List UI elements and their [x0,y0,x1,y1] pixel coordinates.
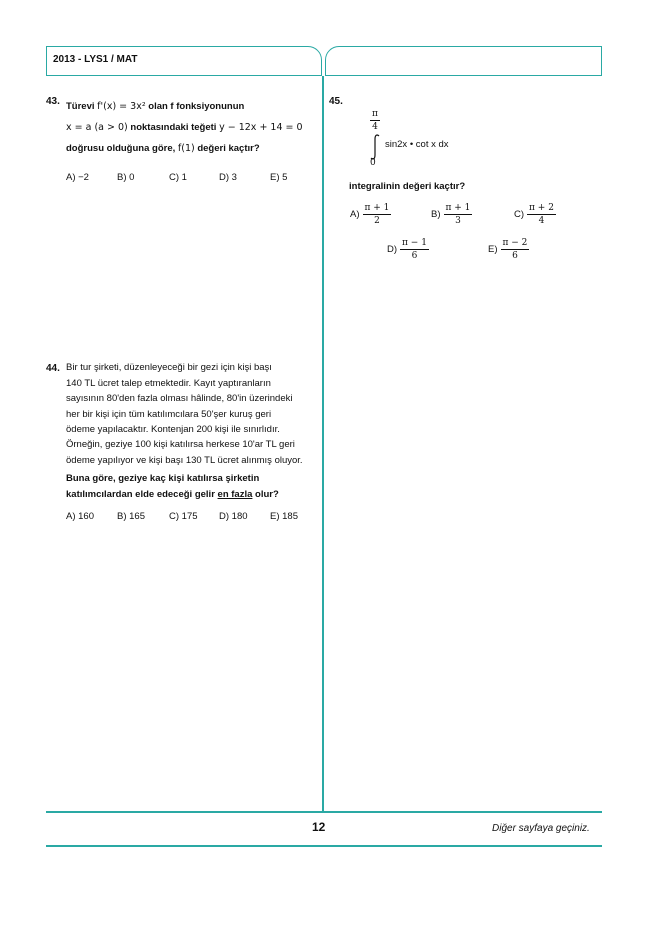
column-divider [322,76,324,812]
q43-tangent-math: y − 12x + 14 = 0 [219,122,303,133]
q44-choice-d[interactable]: D) 180 [219,511,248,522]
q45-choice-a[interactable]: A) $\frac{\pi + 1}{2}$ [350,203,390,226]
footer-top-rule [46,811,602,813]
q43-number: 43. [46,96,60,107]
q45-choice-c[interactable]: C) $\frac{\pi + 2}{4}$ [514,203,554,226]
q45-integral [365,108,465,170]
q43-line1: Türevi f'(x) = 3x² olan f fonksiyonunun [66,101,245,112]
q45-integrand: sin2x • cot x dx [385,139,449,150]
q45-number: 45. [329,96,343,107]
q44-paragraph2: Örneğin, geziye 100 kişi katılırsa herkese 10'ar TL geri ödeme yapılıyor ve kişi başı 130 TL ücret alınmış oluyor. [66,439,303,466]
next-page-note: Diğer sayfaya geçiniz. [492,823,590,834]
header-left-box [46,46,322,76]
q43-line3: doğrusu olduğuna göre, f(1) değeri kaçtır? [66,143,260,154]
integral-sign-icon [370,134,382,160]
q43-choice-e[interactable]: E) 5 [270,172,288,183]
q44-choice-b[interactable]: B) 165 [117,511,145,522]
q45-lower-limit: 0 [370,158,376,168]
q44-choice-a[interactable]: A) 160 [66,511,94,522]
header-right-box [325,46,602,76]
q44-number: 44. [46,363,60,374]
q43-choice-b[interactable]: B) 0 [117,172,135,183]
q45-choice-d[interactable]: D) $\frac{\pi - 1}{6}$ [387,238,427,261]
q43-choice-a[interactable]: A) −2 [66,172,89,183]
q45-question: integralinin değeri kaçtır? [349,181,466,192]
q45-choice-b[interactable]: B) $\frac{\pi + 1}{3}$ [431,203,471,226]
footer-bottom-rule [46,845,602,847]
q44-question: Buna göre, geziye kaç kişi katılırsa şirketin katılımcılardan elde edeceği gelir en fazla olur? [66,473,279,500]
q44-emphasis: en fazla [217,488,253,500]
q44-choice-e[interactable]: E) 185 [270,511,298,522]
q43-choice-c[interactable]: C) 1 [169,172,187,183]
q44-paragraph1: Bir tur şirketi, düzenleyeceği bir gezi için kişi başı 140 TL ücret talep etmektedir. Kayıt yaptıranların sayısının 80'den fazla olması hâlinde, 80'in üzerindeki her bir kişi için tüm katılımcılara 50'şer kuruş geri ödeme yapılacaktır. Kontenjan 200 kişi ile sınırlıdır. [66,362,293,435]
page-number: 12 [312,820,326,834]
q44-choice-c[interactable]: C) 175 [169,511,198,522]
q43-choice-d[interactable]: D) 3 [219,172,237,183]
q45-upper-limit: $\frac{\pi}{4}$ [372,109,378,132]
q43-derivative-math: f'(x) = 3x² [97,101,146,112]
q43-line2: x = a (a > 0) noktasındaki teğeti y − 12x + 14 = 0 [66,122,303,133]
exam-title: 2013 - LYS1 / MAT [53,54,138,65]
q45-choice-e[interactable]: E) $\frac{\pi - 2}{6}$ [488,238,528,261]
